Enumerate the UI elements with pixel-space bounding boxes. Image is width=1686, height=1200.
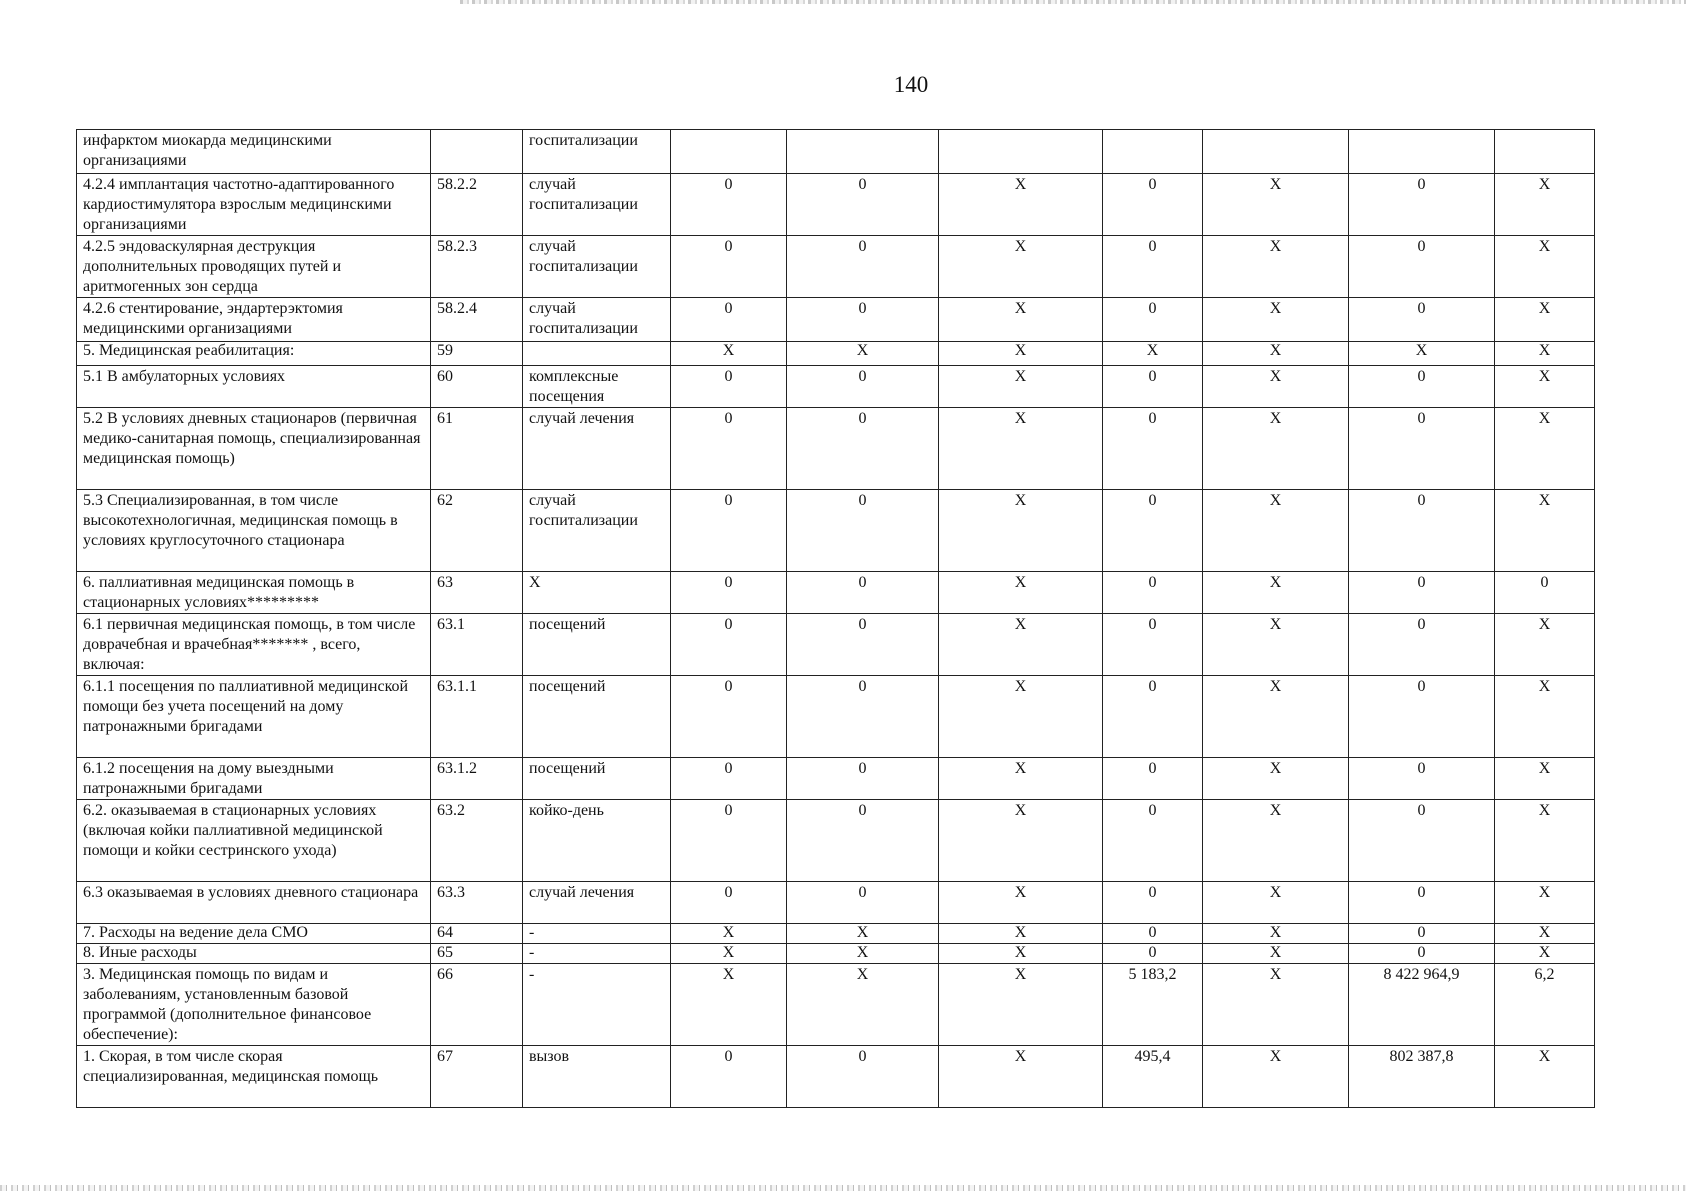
cell-value-2: X xyxy=(787,944,939,964)
cell-value-5: X xyxy=(1203,572,1349,614)
cell-value-1: 0 xyxy=(671,236,787,298)
cell-value-1: X xyxy=(671,964,787,1046)
cell-name: 3. Медицинская помощь по видам и заболеваниям, установленным базовой программой (дополнительное финансовое обеспечение): xyxy=(77,964,431,1046)
cell-unit: случай госпитализации xyxy=(523,490,671,572)
cell-unit: посещений xyxy=(523,758,671,800)
cell-value-7: X xyxy=(1495,342,1595,366)
cell-value-1: 0 xyxy=(671,758,787,800)
cell-row-code: 58.2.2 xyxy=(431,174,523,236)
cell-row-code: 63.1.1 xyxy=(431,676,523,758)
cell-value-6 xyxy=(1349,130,1495,174)
scan-edge-top xyxy=(460,0,1686,4)
cell-value-7 xyxy=(1495,130,1595,174)
cell-value-7: X xyxy=(1495,366,1595,408)
cell-row-code: 64 xyxy=(431,924,523,944)
cell-value-6: 0 xyxy=(1349,408,1495,490)
cell-unit: - xyxy=(523,944,671,964)
cell-unit: госпитализации xyxy=(523,130,671,174)
cell-row-code: 58.2.3 xyxy=(431,236,523,298)
cell-value-7: X xyxy=(1495,174,1595,236)
cell-value-1: 0 xyxy=(671,614,787,676)
cell-unit: посещений xyxy=(523,614,671,676)
cell-value-3: X xyxy=(939,366,1103,408)
page-number: 140 xyxy=(893,72,929,97)
cell-value-7: X xyxy=(1495,490,1595,572)
cell-value-3: X xyxy=(939,676,1103,758)
cell-value-4: 0 xyxy=(1103,572,1203,614)
cell-value-3: X xyxy=(939,236,1103,298)
cell-value-2: X xyxy=(787,924,939,944)
cell-name: 6.1 первичная медицинская помощь, в том числе доврачебная и врачебная******* , всего, включая: xyxy=(77,614,431,676)
table-row xyxy=(77,408,1595,490)
table-row xyxy=(77,130,1595,174)
cell-value-3: X xyxy=(939,298,1103,342)
cell-value-6: 0 xyxy=(1349,366,1495,408)
cell-value-7: X xyxy=(1495,236,1595,298)
cell-value-2: 0 xyxy=(787,614,939,676)
cell-row-code: 63.1.2 xyxy=(431,758,523,800)
cell-unit: комплексные посещения xyxy=(523,366,671,408)
cell-value-6: 0 xyxy=(1349,944,1495,964)
table-row xyxy=(77,944,1595,964)
cell-unit: посещений xyxy=(523,676,671,758)
cell-row-code: 59 xyxy=(431,342,523,366)
cell-value-5: X xyxy=(1203,342,1349,366)
cell-value-2: 0 xyxy=(787,676,939,758)
cell-value-3: X xyxy=(939,758,1103,800)
cell-unit: случай госпитализации xyxy=(523,174,671,236)
table-row xyxy=(77,924,1595,944)
cell-value-5: X xyxy=(1203,298,1349,342)
table-row xyxy=(77,236,1595,298)
cell-name: 1. Скорая, в том числе скорая специализированная, медицинская помощь xyxy=(77,1046,431,1108)
cell-name: 8. Иные расходы xyxy=(77,944,431,964)
table-row xyxy=(77,882,1595,924)
cell-name: 6.3 оказываемая в условиях дневного стационара xyxy=(77,882,431,924)
table-row xyxy=(77,1046,1595,1108)
table-row xyxy=(77,342,1595,366)
cell-value-2: 0 xyxy=(787,572,939,614)
cell-name: 6. паллиативная медицинская помощь в стационарных условиях********* xyxy=(77,572,431,614)
cell-unit: случай госпитализации xyxy=(523,236,671,298)
cell-unit: X xyxy=(523,572,671,614)
cell-name: 5.3 Специализированная, в том числе высокотехнологичная, медицинская помощь в условиях круглосуточного стационара xyxy=(77,490,431,572)
cell-value-2: 0 xyxy=(787,800,939,882)
cell-value-1: 0 xyxy=(671,174,787,236)
cell-value-3 xyxy=(939,130,1103,174)
cell-value-3: X xyxy=(939,800,1103,882)
cell-value-4: 0 xyxy=(1103,174,1203,236)
table-row xyxy=(77,490,1595,572)
cell-name: 6.1.2 посещения на дому выездными патронажными бригадами xyxy=(77,758,431,800)
cell-value-4: 0 xyxy=(1103,490,1203,572)
cell-value-2: 0 xyxy=(787,408,939,490)
table-row xyxy=(77,614,1595,676)
cell-value-5: X xyxy=(1203,490,1349,572)
cell-value-4: 0 xyxy=(1103,676,1203,758)
cell-value-5: X xyxy=(1203,174,1349,236)
cell-value-5: X xyxy=(1203,882,1349,924)
cell-value-1: X xyxy=(671,944,787,964)
cell-value-7: X xyxy=(1495,882,1595,924)
cell-value-3: X xyxy=(939,614,1103,676)
cell-value-4: 0 xyxy=(1103,944,1203,964)
cell-value-2 xyxy=(787,130,939,174)
cell-value-6: 0 xyxy=(1349,882,1495,924)
cell-value-7: X xyxy=(1495,676,1595,758)
cell-name: 5.2 В условиях дневных стационаров (первичная медико-санитарная помощь, специализированная медицинская помощь) xyxy=(77,408,431,490)
cell-value-3: X xyxy=(939,1046,1103,1108)
cell-value-5: X xyxy=(1203,614,1349,676)
cell-row-code: 60 xyxy=(431,366,523,408)
data-table xyxy=(76,129,1595,1108)
cell-value-3: X xyxy=(939,342,1103,366)
cell-value-6: 0 xyxy=(1349,298,1495,342)
cell-value-3: X xyxy=(939,572,1103,614)
cell-name: 4.2.4 имплантация частотно-адаптированного кардиостимулятора взрослым медицинскими организациями xyxy=(77,174,431,236)
cell-value-6: X xyxy=(1349,342,1495,366)
cell-row-code: 63.3 xyxy=(431,882,523,924)
cell-name: 6.1.1 посещения по паллиативной медицинской помощи без учета посещений на дому патронажными бригадами xyxy=(77,676,431,758)
cell-value-4: 5 183,2 xyxy=(1103,964,1203,1046)
cell-value-6: 0 xyxy=(1349,490,1495,572)
cell-value-1: 0 xyxy=(671,1046,787,1108)
cell-row-code: 66 xyxy=(431,964,523,1046)
cell-value-3: X xyxy=(939,924,1103,944)
cell-value-5 xyxy=(1203,130,1349,174)
cell-row-code xyxy=(431,130,523,174)
cell-name: 7. Расходы на ведение дела СМО xyxy=(77,924,431,944)
table-row xyxy=(77,366,1595,408)
cell-name: 5. Медицинская реабилитация: xyxy=(77,342,431,366)
cell-value-1: 0 xyxy=(671,366,787,408)
cell-row-code: 61 xyxy=(431,408,523,490)
cell-value-6: 0 xyxy=(1349,800,1495,882)
table-row xyxy=(77,174,1595,236)
cell-value-2: X xyxy=(787,342,939,366)
cell-value-4: 0 xyxy=(1103,800,1203,882)
cell-value-6: 0 xyxy=(1349,236,1495,298)
cell-value-7: X xyxy=(1495,800,1595,882)
cell-value-5: X xyxy=(1203,408,1349,490)
cell-row-code: 63.1 xyxy=(431,614,523,676)
cell-value-3: X xyxy=(939,490,1103,572)
cell-value-5: X xyxy=(1203,236,1349,298)
cell-value-3: X xyxy=(939,408,1103,490)
cell-value-4: X xyxy=(1103,342,1203,366)
cell-value-5: X xyxy=(1203,758,1349,800)
cell-value-3: X xyxy=(939,964,1103,1046)
cell-row-code: 58.2.4 xyxy=(431,298,523,342)
cell-value-5: X xyxy=(1203,676,1349,758)
cell-value-7: X xyxy=(1495,758,1595,800)
cell-value-1: 0 xyxy=(671,408,787,490)
cell-value-5: X xyxy=(1203,800,1349,882)
cell-value-2: 0 xyxy=(787,298,939,342)
cell-value-1: 0 xyxy=(671,800,787,882)
cell-value-7: X xyxy=(1495,298,1595,342)
cell-value-7: X xyxy=(1495,614,1595,676)
cell-unit: случай лечения xyxy=(523,408,671,490)
cell-value-4: 0 xyxy=(1103,366,1203,408)
cell-value-1: 0 xyxy=(671,572,787,614)
cell-value-3: X xyxy=(939,944,1103,964)
cell-unit: случай госпитализации xyxy=(523,298,671,342)
cell-value-7: X xyxy=(1495,944,1595,964)
cell-value-6: 802 387,8 xyxy=(1349,1046,1495,1108)
cell-row-code: 67 xyxy=(431,1046,523,1108)
cell-value-5: X xyxy=(1203,944,1349,964)
cell-value-1: 0 xyxy=(671,490,787,572)
cell-value-4: 0 xyxy=(1103,758,1203,800)
cell-value-5: X xyxy=(1203,964,1349,1046)
cell-value-2: 0 xyxy=(787,882,939,924)
cell-value-2: 0 xyxy=(787,490,939,572)
cell-row-code: 65 xyxy=(431,944,523,964)
cell-value-1: 0 xyxy=(671,676,787,758)
cell-row-code: 62 xyxy=(431,490,523,572)
cell-unit xyxy=(523,342,671,366)
cell-row-code: 63.2 xyxy=(431,800,523,882)
cell-value-1 xyxy=(671,130,787,174)
cell-unit: вызов xyxy=(523,1046,671,1108)
table-row xyxy=(77,758,1595,800)
cell-value-2: X xyxy=(787,964,939,1046)
cell-value-1: X xyxy=(671,342,787,366)
cell-value-2: 0 xyxy=(787,174,939,236)
cell-value-4: 495,4 xyxy=(1103,1046,1203,1108)
cell-value-2: 0 xyxy=(787,236,939,298)
cell-value-5: X xyxy=(1203,366,1349,408)
cell-name: 4.2.5 эндоваскулярная деструкция дополнительных проводящих путей и аритмогенных зон сердца xyxy=(77,236,431,298)
cell-value-6: 0 xyxy=(1349,614,1495,676)
cell-unit: - xyxy=(523,964,671,1046)
cell-value-2: 0 xyxy=(787,758,939,800)
cell-value-6: 0 xyxy=(1349,676,1495,758)
cell-value-3: X xyxy=(939,174,1103,236)
cell-value-7: X xyxy=(1495,1046,1595,1108)
cell-value-4: 0 xyxy=(1103,882,1203,924)
cell-row-code: 63 xyxy=(431,572,523,614)
cell-value-7: 6,2 xyxy=(1495,964,1595,1046)
cell-name: 4.2.6 стентирование, эндартерэктомия медицинскими организациями xyxy=(77,298,431,342)
cell-value-6: 0 xyxy=(1349,758,1495,800)
cell-value-4: 0 xyxy=(1103,298,1203,342)
cell-value-6: 0 xyxy=(1349,174,1495,236)
cell-value-4: 0 xyxy=(1103,614,1203,676)
cell-value-7: X xyxy=(1495,924,1595,944)
table-row xyxy=(77,572,1595,614)
cell-value-1: 0 xyxy=(671,882,787,924)
cell-value-7: X xyxy=(1495,408,1595,490)
cell-value-7: 0 xyxy=(1495,572,1595,614)
cell-value-1: X xyxy=(671,924,787,944)
scan-edge-bottom xyxy=(0,1185,1686,1191)
cell-unit: - xyxy=(523,924,671,944)
cell-value-1: 0 xyxy=(671,298,787,342)
cell-value-2: 0 xyxy=(787,366,939,408)
cell-value-6: 0 xyxy=(1349,924,1495,944)
cell-value-6: 0 xyxy=(1349,572,1495,614)
table-row xyxy=(77,298,1595,342)
cell-value-6: 8 422 964,9 xyxy=(1349,964,1495,1046)
cell-value-2: 0 xyxy=(787,1046,939,1108)
table-row xyxy=(77,800,1595,882)
cell-unit: койко-день xyxy=(523,800,671,882)
cell-name: 6.2. оказываемая в стационарных условиях (включая койки паллиативной медицинской помощи и койки сестринского ухода) xyxy=(77,800,431,882)
cell-value-4: 0 xyxy=(1103,924,1203,944)
cell-value-4: 0 xyxy=(1103,236,1203,298)
cell-name: 5.1 В амбулаторных условиях xyxy=(77,366,431,408)
cell-name: инфарктом миокарда медицинскими организациями xyxy=(77,130,431,174)
table-row xyxy=(77,676,1595,758)
table-row xyxy=(77,964,1595,1046)
cell-unit: случай лечения xyxy=(523,882,671,924)
cell-value-3: X xyxy=(939,882,1103,924)
cell-value-5: X xyxy=(1203,924,1349,944)
cell-value-4: 0 xyxy=(1103,408,1203,490)
cell-value-5: X xyxy=(1203,1046,1349,1108)
cell-value-4 xyxy=(1103,130,1203,174)
